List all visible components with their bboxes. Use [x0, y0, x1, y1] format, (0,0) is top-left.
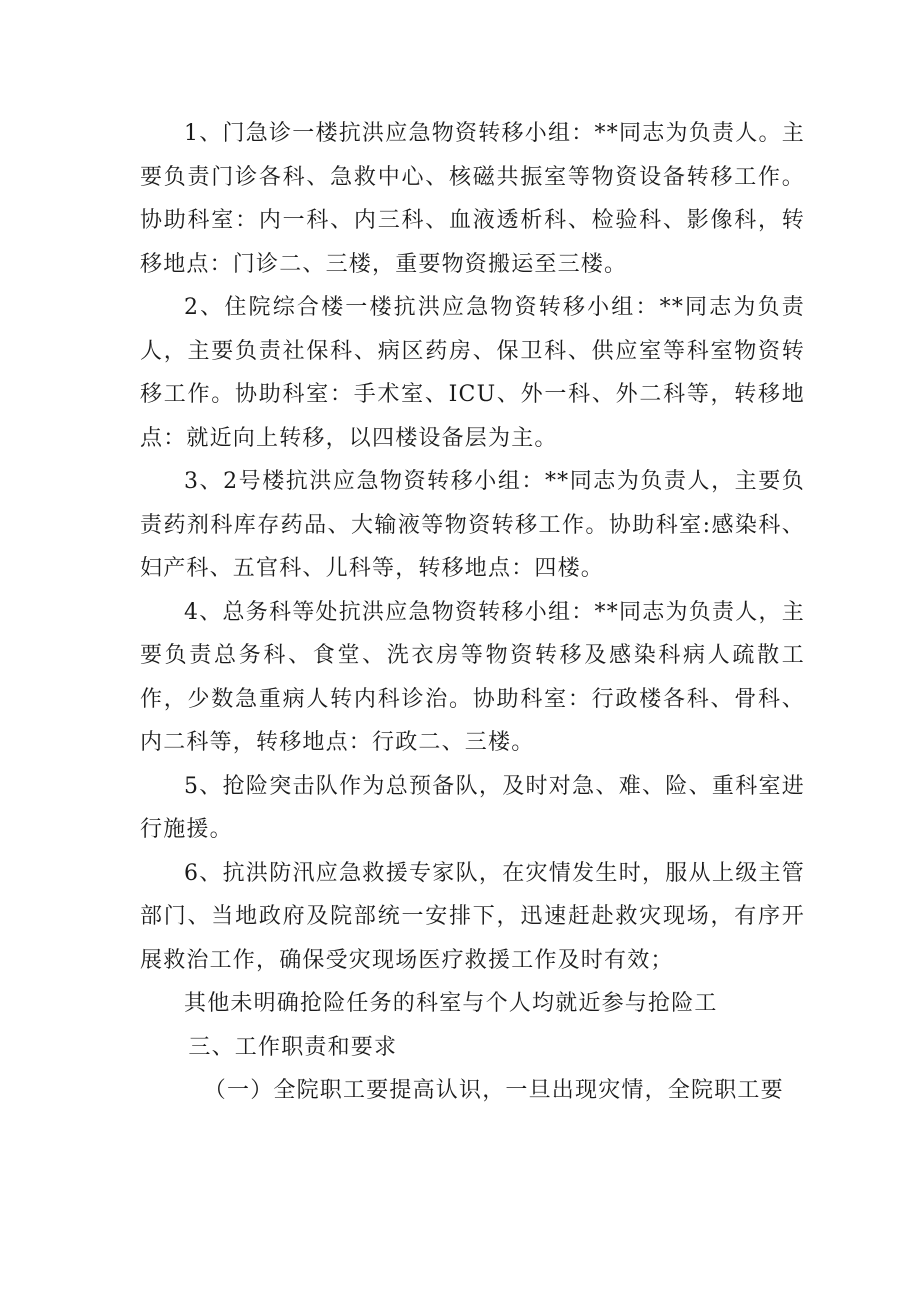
document-body	[140, 112, 805, 1113]
section-heading: 三、工作职责和要求	[188, 1034, 398, 1060]
paragraph-4: 4、总务科等处抗洪应急物资转移小组：**同志为负责人，主要负责总务科、食堂、洗衣房等物资转移及感染科病人疏散工作，少数急重病人转内科诊治。协助科室：行政楼各科、骨科、内二科等，转移地点：行政二、三楼。	[140, 599, 805, 755]
paragraph-2: 2、住院综合楼一楼抗洪应急物资转移小组：**同志为负责人，主要负责社保科、病区药房、保卫科、供应室等科室物资转移工作。协助科室：手术室、ICU、外一科、外二科等，转移地点：就近向上转移，以四楼设备层为主。	[140, 295, 805, 451]
paragraph-1: 1、门急诊一楼抗洪应急物资转移小组：**同志为负责人。主要负责门诊各科、急救中心、核磁共振室等物资设备转移工作。协助科室：内一科、内三科、血液透析科、检验科、影像科，转移地点：门诊二、三楼，重要物资搬运至三楼。	[140, 121, 805, 277]
paragraph-6: 6、抗洪防汛应急救援专家队，在灾情发生时，服从上级主管部门、当地政府及院部统一安排下，迅速赶赴救灾现场，有序开展救治工作，确保受灾现场医疗救援工作及时有效；	[140, 860, 805, 973]
sub-item-1: （一）全院职工要提高认识，一旦出现灾情，全院职工要	[203, 1078, 784, 1103]
paragraph-3: 3、2号楼抗洪应急物资转移小组：**同志为负责人，主要负责药剂科库存药品、大输液等物资转移工作。协助科室:感染科、妇产科、五官科、儿科等，转移地点：四楼。	[140, 469, 805, 581]
paragraph-5: 5、抢险突击队作为总预备队，及时对急、难、险、重科室进行施援。	[140, 773, 805, 842]
paragraph-7: 其他未明确抢险任务的科室与个人均就近参与抢险工	[184, 991, 718, 1016]
